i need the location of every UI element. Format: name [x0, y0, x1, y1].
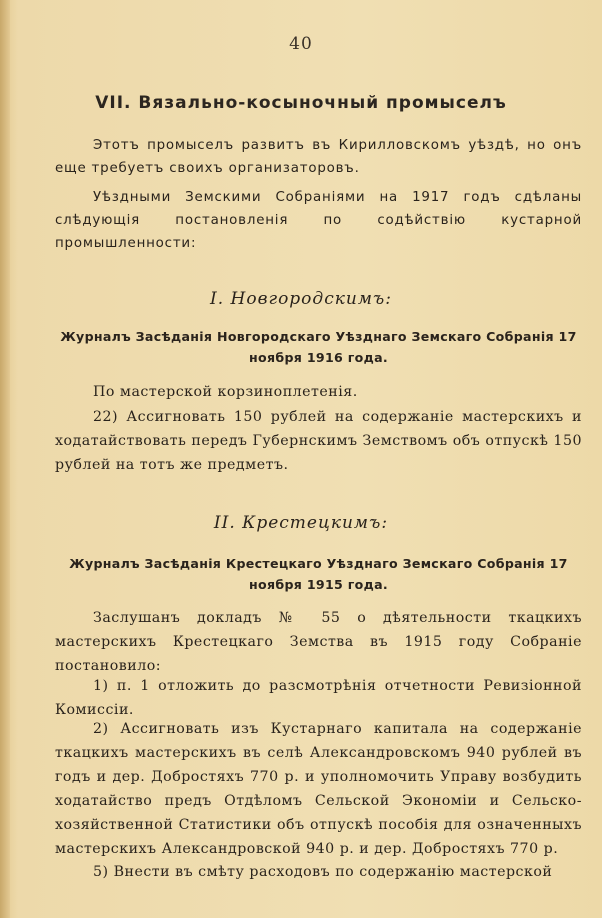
krestets-preamble: Заслушанъ докладъ № 55 о дѣятельности ткацкихъ мастерскихъ Крестецкаго Земства въ 1915 году Собраніе постановило:: [55, 610, 582, 674]
subheading-basketry: По мастерской корзиноплетенія.: [93, 384, 358, 400]
resolutions-intro: Уѣздными Земскими Собраніями на 1917 годъ сдѣланы слѣдующія постановленія по содѣйствію кустарной промышленности:: [55, 190, 582, 251]
krestets-item-2: 2) Ассигновать изъ Кустарнаго капитала на содержаніе ткацкихъ мастерскихъ въ селѣ Александровскомъ 940 рублей въ годъ и дер. Добростяхъ 770 р. и уполномочить Управу возбудить ходатайство предъ Отдѣломъ Сельской Экономіи и Сельско-хозяйственной Статистики объ отпускѣ пособія для означенныхъ мастерскихъ Александровской 940 р. и дер. Добростяхъ 770 р.: [55, 721, 582, 857]
section-heading-novgorod: I. Новгородскимъ:: [210, 289, 392, 309]
page-spine-edge: [0, 0, 10, 918]
journal-title-krestets: Журналъ Засѣданія Крестецкаго Уѣзднаго Земскаго Собранія 17 ноября 1915 года.: [69, 556, 568, 592]
page-number: 40: [289, 34, 313, 54]
krestets-item-5: 5) Внести въ смѣту расходовъ по содержанію мастерской: [93, 864, 553, 880]
chapter-title: VII. Вязально-косыночный промыселъ: [95, 93, 507, 113]
journal-title-novgorod: Журналъ Засѣданія Новгородскаго Уѣзднаго Земскаго Собранія 17 ноября 1916 года.: [60, 329, 577, 365]
section-heading-krestets: II. Крестецкимъ:: [213, 513, 389, 533]
krestets-item-1: 1) п. 1 отложить до разсмотрѣнія отчетности Ревизіонной Комиссіи.: [55, 678, 582, 718]
novgorod-item-22: 22) Ассигновать 150 рублей на содержаніе мастерскихъ и ходатайствовать передъ Губернскимъ Земствомъ объ отпускѣ 150 рублей на тотъ же предметъ.: [55, 409, 582, 473]
intro-paragraph: Этотъ промыселъ развитъ въ Кирилловскомъ уѣздѣ, но онъ еще требуетъ своихъ организаторовъ.: [55, 138, 582, 176]
